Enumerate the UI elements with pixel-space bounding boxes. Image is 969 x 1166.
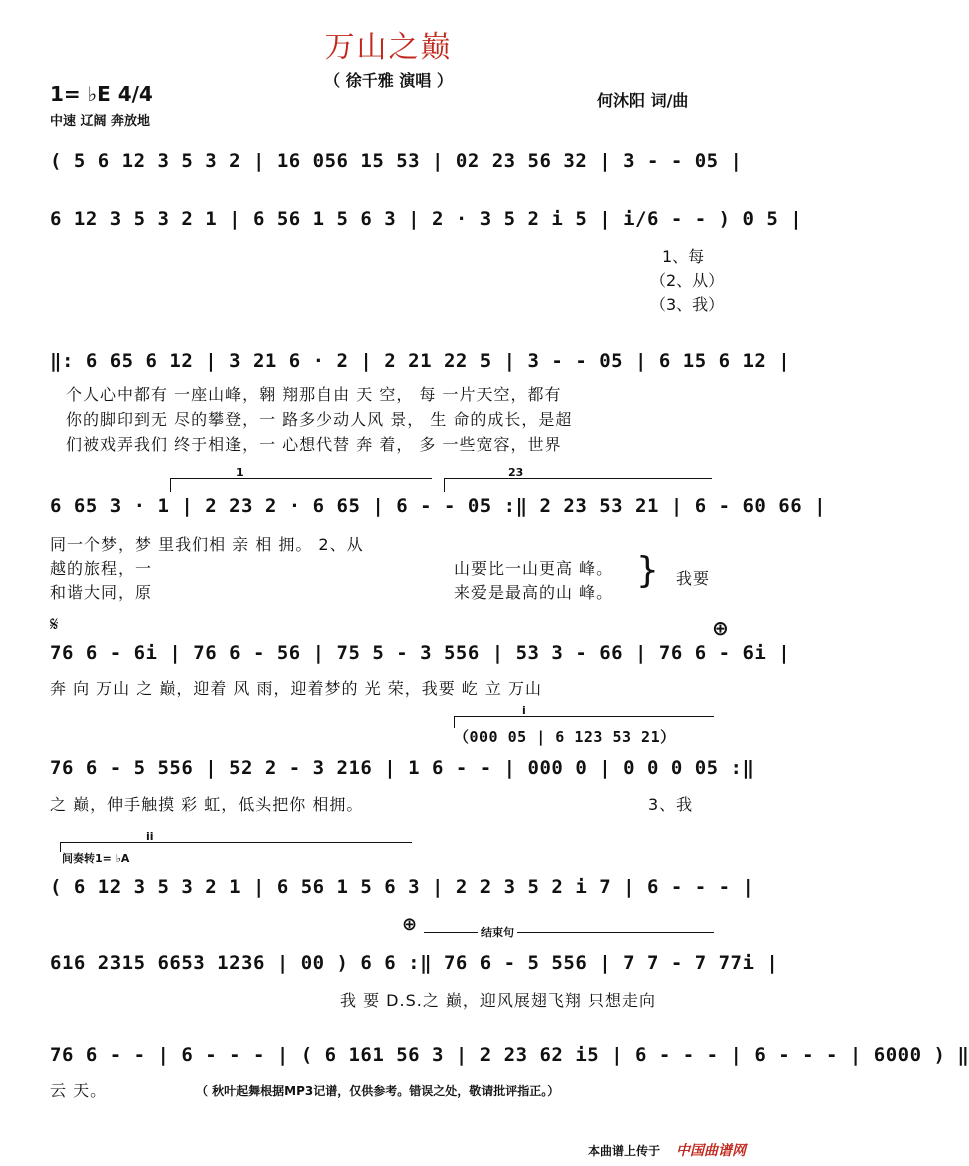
line4-lyric-2: 越的旅程，一 — [50, 559, 153, 578]
line6-tail-lyric: 3、我 — [648, 795, 694, 814]
lyric-brace: } — [636, 550, 659, 591]
ending23-bracket-left — [444, 478, 445, 492]
footer-text: 本曲谱上传于 — [588, 1144, 661, 1158]
score-line-4: 6 65 3 · 1 | 2 23 2 · 6 65 | 6 - - 05 :‖ 2 23 53 21 | 6 - 60 66 | — [50, 495, 827, 517]
line4-lyric-3: 和谐大同，原 — [50, 583, 153, 602]
score-line-6: 76 6 - 5 556 | 52 2 - 3 216 | 1 6 - - | 000 0 | 0 0 0 05 :‖ — [50, 757, 755, 779]
chorus-lyric-1: 奔 向 万山 之 巅，迎着 风 雨，迎着梦的 光 荣，我要 屹 立 万山 — [50, 679, 542, 698]
vamp-notes: （000 05 | 6 123 53 21） — [454, 728, 676, 746]
score-line-1: ( 5 6 12 3 5 3 2 | 16 056 15 53 | 02 23 56 32 | 3 - - 05 | — [50, 150, 743, 172]
segno-icon: 𝄋 — [50, 612, 59, 636]
verse-lyric-1: 个人心中都有 一座山峰，翱 翔那自由 天 空， 每 一片天空，都有 — [66, 385, 562, 404]
ending1-bracket — [170, 478, 432, 479]
line4-right-lyric-1: 山要比一山更高 峰。 — [454, 559, 614, 578]
ending23-label: 23 — [508, 466, 524, 479]
tempo-marking: 中速 辽阔 奔放地 — [50, 114, 151, 129]
pickup-lyric-3: （3、我） — [650, 295, 725, 314]
interlude-bracket — [60, 842, 412, 843]
verse-lyric-3: 们被戏弄我们 终于相逢，一 心想代替 奔 着， 多 一些宽容，世界 — [66, 435, 562, 454]
score-line-2: 6 12 3 5 3 2 1 | 6 56 1 5 6 3 | 2 · 3 5 2 i 5 | i/6 - - ) 0 5 | — [50, 208, 803, 230]
composer: 何沐阳 词/曲 — [597, 91, 689, 110]
verse-lyric-2: 你的脚印到无 尽的攀登，一 路多少动人风 景， 生 命的成长，是超 — [66, 410, 573, 429]
line4-tail-lyric: 我要 — [676, 569, 711, 588]
score-line-5: 76 6 - 6i | 76 6 - 56 | 75 5 - 3 556 | 53 3 - 66 | 76 6 - 6i | — [50, 642, 791, 664]
ending1-label: 1 — [236, 466, 244, 479]
site-brand-logo: 中国曲谱网 — [676, 1143, 746, 1159]
vamp-label: i — [522, 704, 526, 717]
line9-lyric: 云 天。 — [50, 1081, 108, 1100]
vamp-bracket — [454, 716, 714, 717]
performer: （ 徐千雅 演唱 ） — [324, 71, 453, 90]
transcription-note: （ 秋叶起舞根据MP3记谱，仅供参考。错误之处，敬请批评指正。） — [196, 1084, 560, 1098]
interlude-bracket-label: ii — [146, 830, 154, 843]
ending-phrase-bracket — [424, 932, 714, 933]
interlude-bracket-left — [60, 842, 61, 852]
ending1-bracket-left — [170, 478, 171, 492]
song-title: 万山之巅 — [324, 30, 453, 65]
key-signature: 1= ♭E 4/4 — [50, 82, 153, 106]
pickup-lyric-1: 1、每 — [662, 247, 705, 266]
score-line-9: 76 6 - - | 6 - - - | ( 6 161 56 3 | 2 23 62 i5 | 6 - - - | 6 - - - | 6000 ) ‖ — [50, 1044, 969, 1066]
score-line-8: 616 2315 6653 1236 | 00 ) 6 6 :‖ 76 6 - 5 556 | 7 7 - 7 77i | — [50, 952, 779, 974]
interlude-label: 间奏转1= ♭A — [62, 852, 130, 865]
chorus-lyric-2: 之 巅，伸手触摸 彩 虹，低头把你 相拥。 — [50, 795, 364, 814]
line4-right-lyric-2: 来爱是最高的山 峰。 — [454, 583, 614, 602]
ending-phrase-label: 结束句 — [478, 924, 517, 940]
coda-icon: ⊕ — [712, 616, 729, 640]
line4-lyric-1: 同一个梦，梦 里我们相 亲 相 拥。 2、从 — [50, 535, 364, 554]
line8-lyric: 我 要 D.S.之 巅，迎风展翅飞翔 只想走向 — [340, 991, 656, 1010]
ending23-bracket — [444, 478, 712, 479]
pickup-lyric-2: （2、从） — [650, 271, 725, 290]
score-line-3: ‖: 6 65 6 12 | 3 21 6 · 2 | 2 21 22 5 | 3 - - 05 | 6 15 6 12 | — [50, 350, 791, 372]
coda-icon-2: ⊕ — [402, 914, 418, 935]
score-line-7: ( 6 12 3 5 3 2 1 | 6 56 1 5 6 3 | 2 2 3 5 2 i 7 | 6 - - - | — [50, 876, 755, 898]
